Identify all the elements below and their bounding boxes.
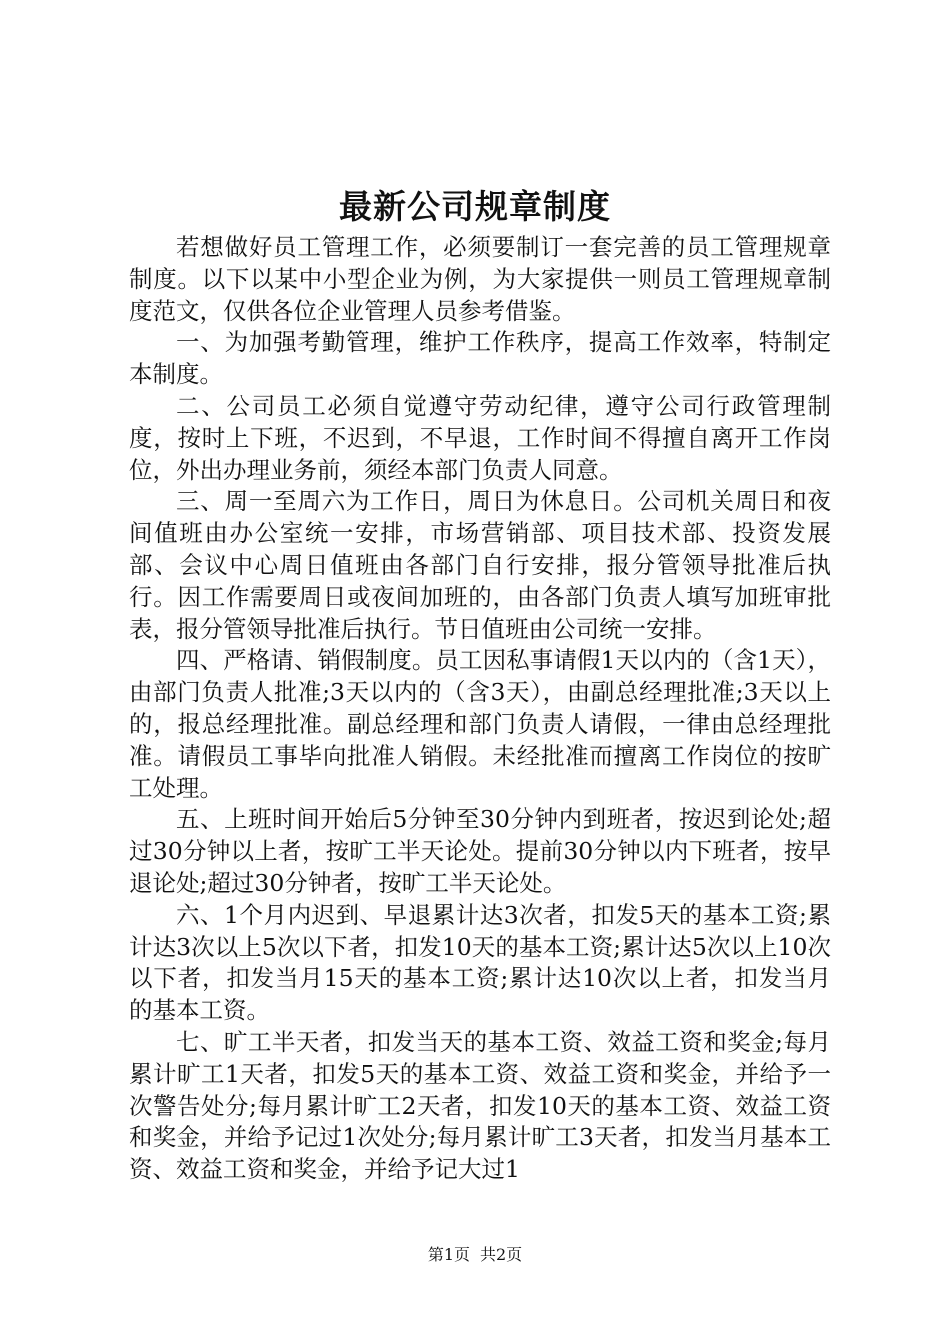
document-body	[129, 232, 831, 1186]
page-number-current: 第1页	[427, 1245, 470, 1264]
page-number-total: 共2页	[480, 1245, 523, 1264]
paragraph-5: 五、上班时间开始后5分钟至30分钟内到班者，按迟到论处;超过30分钟以上者，按旷工半天论处。提前30分钟以内下班者，按早退论处;超过30分钟者，按旷工半天论处。	[129, 805, 831, 897]
page-footer	[0, 1244, 950, 1266]
paragraph-7: 七、旷工半天者，扣发当天的基本工资、效益工资和奖金;每月累计旷工1天者，扣发5天的基本工资、效益工资和奖金，并给予一次警告处分;每月累计旷工2天者，扣发10天的基本工资、效益工资和奖金，并给予记过1次处分;每月累计旷工3天者，扣发当月基本工资、效益工资和奖金，并给予记大过1	[129, 1027, 831, 1184]
paragraph-4: 四、严格请、销假制度。员工因私事请假1天以内的（含1天），由部门负责人批准;3天以内的（含3天），由副总经理批准;3天以上的，报总经理批准。副总经理和部门负责人请假，一律由总经理批准。请假员工事毕向批准人销假。未经批准而擅离工作岗位的按旷工处理。	[129, 646, 831, 802]
paragraph-3: 三、周一至周六为工作日，周日为休息日。公司机关周日和夜间值班由办公室统一安排，市场营销部、项目技术部、投资发展部、会议中心周日值班由各部门自行安排，报分管领导批准后执行。因工作需要周日或夜间加班的，由各部门负责人填写加班审批表，报分管领导批准后执行。节日值班由公司统一安排。	[129, 487, 831, 643]
paragraph-intro: 若想做好员工管理工作，必须要制订一套完善的员工管理规章制度。以下以某中小型企业为例，为大家提供一则员工管理规章制度范文，仅供各位企业管理人员参考借鉴。	[129, 233, 831, 325]
paragraph-6: 六、1个月内迟到、早退累计达3次者，扣发5天的基本工资;累计达3次以上5次以下者，扣发10天的基本工资;累计达5次以上10次以下者，扣发当月15天的基本工资;累计达10次以上者，扣发当月的基本工资。	[129, 900, 831, 1025]
document-title: 最新公司规章制度	[339, 187, 611, 226]
paragraph-2: 二、公司员工必须自觉遵守劳动纪律，遵守公司行政管理制度，按时上下班，不迟到，不早退，工作时间不得擅自离开工作岗位，外出办理业务前，须经本部门负责人同意。	[129, 391, 831, 484]
paragraph-1: 一、为加强考勤管理，维护工作秩序，提高工作效率，特制定本制度。	[129, 328, 831, 389]
